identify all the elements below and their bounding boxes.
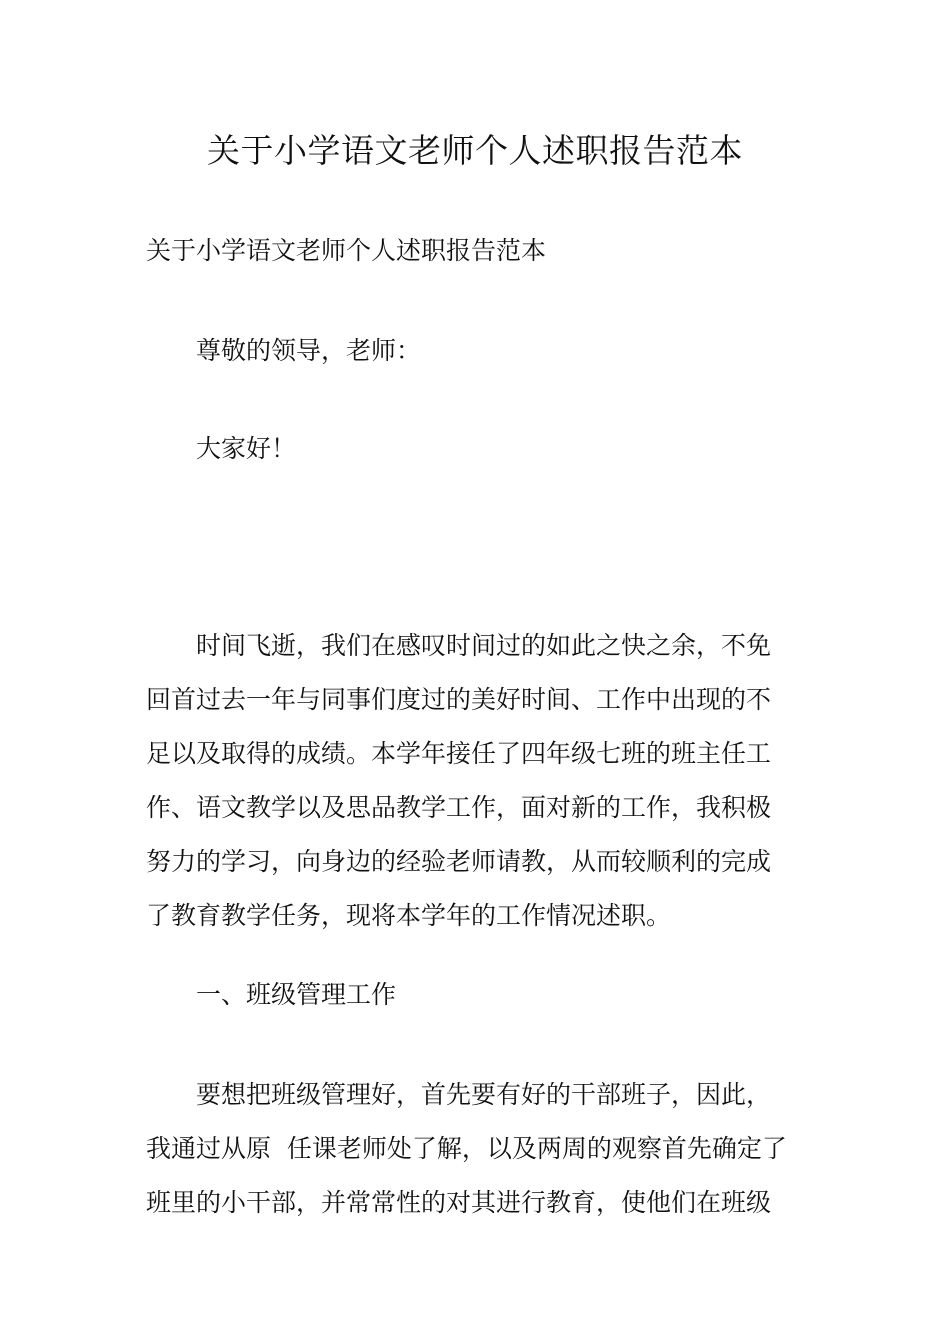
paragraph-class-management bbox=[146, 1077, 806, 1239]
paragraph-intro bbox=[146, 628, 806, 952]
paragraph-line: 了教育教学任务，现将本学年的工作情况述职。 bbox=[146, 901, 672, 930]
paragraph-line: 班里的小干部，并常常性的对其进行教育，使他们在班级 bbox=[146, 1188, 772, 1217]
document-title: 关于小学语文老师个人述职报告范本 bbox=[207, 131, 743, 170]
paragraph-line: 要想把班级管理好，首先要有好的干部班子，因此， bbox=[196, 1080, 772, 1109]
paragraph-line: 回首过去一年与同事们度过的美好时间、工作中出现的不 bbox=[146, 685, 772, 714]
greeting: 大家好！ bbox=[196, 434, 297, 463]
paragraph-line: 时间飞逝，我们在感叹时间过的如此之快之余，不免 bbox=[196, 631, 772, 660]
paragraph-line: 足以及取得的成绩。本学年接任了四年级七班的班主任工 bbox=[146, 739, 772, 768]
paragraph-line: 我通过从原 任课老师处了解，以及两周的观察首先确定了 bbox=[146, 1134, 787, 1163]
section-heading: 一、班级管理工作 bbox=[196, 980, 397, 1009]
paragraph-line: 作、语文教学以及思品教学工作，面对新的工作，我积极 bbox=[146, 793, 772, 822]
salutation: 尊敬的领导，老师： bbox=[196, 336, 422, 365]
document-subtitle: 关于小学语文老师个人述职报告范本 bbox=[146, 236, 547, 265]
paragraph-line: 努力的学习，向身边的经验老师请教，从而较顺利的完成 bbox=[146, 847, 772, 876]
